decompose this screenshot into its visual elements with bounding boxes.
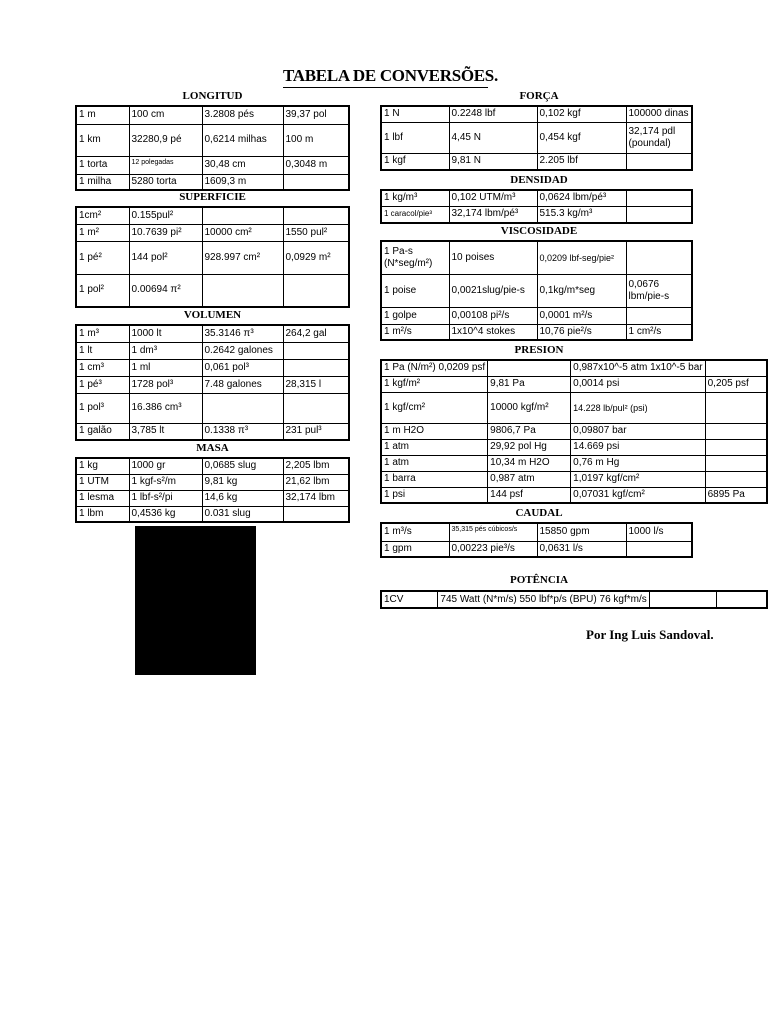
- table-cell: 1000 gr: [129, 458, 202, 474]
- table-row: [76, 376, 349, 393]
- table-cell: 1 kgf/m²: [381, 376, 488, 392]
- table-cell: [488, 360, 571, 376]
- table-cell: 1 lbm: [76, 506, 129, 522]
- table-cell: 144 pol²: [129, 241, 202, 274]
- section-title-forca: FORÇA: [519, 90, 559, 102]
- table-cell: 1 m³/s: [381, 523, 449, 541]
- table-cell: 1550 pul²: [283, 224, 349, 241]
- table-cell: [283, 174, 349, 190]
- table-cell: [283, 506, 349, 522]
- table-cell: 0,6214 milhas: [202, 124, 283, 156]
- table-cell: [705, 439, 767, 455]
- table-row: [381, 324, 692, 340]
- table-cell: 0,0676 lbm/pie-s: [626, 274, 692, 307]
- redacted-image: [135, 526, 256, 675]
- potencia-table: [380, 590, 768, 609]
- table-cell: 9,81 N: [449, 153, 537, 170]
- table-cell: 1 ml: [129, 359, 202, 376]
- table-cell: 1 barra: [381, 471, 488, 487]
- viscosidade-table: [380, 240, 693, 341]
- table-cell: 0,205 psf: [705, 376, 767, 392]
- table-cell: 1 Pa (N/m²) 0,0209 psf: [381, 360, 488, 376]
- table-cell: 1 kgf-s²/m: [129, 474, 202, 490]
- table-cell: 1 m²/s: [381, 324, 449, 340]
- table-cell: 1 kgf/cm²: [381, 392, 488, 423]
- table-cell: 1 kg: [76, 458, 129, 474]
- table-cell: 10,76 pie²/s: [537, 324, 626, 340]
- table-cell: 0.031 slug: [202, 506, 283, 522]
- table-cell: 30,48 cm: [202, 156, 283, 174]
- table-row: [381, 591, 767, 608]
- table-cell: [705, 360, 767, 376]
- table-cell: 0,4536 kg: [129, 506, 202, 522]
- table-cell: 2.205 lbf: [537, 153, 626, 170]
- table-row: [76, 156, 349, 174]
- table-cell: 9,81 kg: [202, 474, 283, 490]
- table-cell: 6895 Pa: [705, 487, 767, 503]
- section-title-presion: PRESION: [514, 344, 564, 356]
- table-cell: 10,34 m H2O: [488, 455, 571, 471]
- table-cell: 1 torta: [76, 156, 129, 174]
- table-row: [381, 307, 692, 324]
- table-cell: 1 lbf-s²/pi: [129, 490, 202, 506]
- table-cell: 1609,3 m: [202, 174, 283, 190]
- table-row: [381, 376, 767, 392]
- table-cell: 0,0624 lbm/pé³: [537, 190, 626, 206]
- table-cell: 1 Pa-s (N*seg/m²): [381, 241, 449, 274]
- table-cell: 515.3 kg/m³: [537, 206, 626, 223]
- table-cell: [649, 591, 716, 608]
- table-cell: 1 atm: [381, 439, 488, 455]
- table-cell: 231 pul³: [283, 423, 349, 440]
- table-cell: 32,174 lbm: [283, 490, 349, 506]
- table-cell: [626, 153, 692, 170]
- table-row: [381, 274, 692, 307]
- table-cell: [202, 207, 283, 224]
- table-cell: 100000 dinas: [626, 106, 692, 122]
- table-cell: 1 milha: [76, 174, 129, 190]
- table-cell: 1 pol²: [76, 274, 129, 307]
- table-row: [76, 458, 349, 474]
- table-cell: 0,102 kgf: [537, 106, 626, 122]
- table-cell: 12 polegadas: [129, 156, 202, 174]
- table-row: [381, 122, 692, 153]
- table-cell: 0.2248 lbf: [449, 106, 537, 122]
- table-cell: [283, 359, 349, 376]
- document-title: TABELA DE CONVERSÕES.: [283, 66, 498, 85]
- table-cell: [283, 207, 349, 224]
- longitud-table: [75, 105, 350, 191]
- table-row: [76, 106, 349, 124]
- table-row: [381, 241, 692, 274]
- table-cell: 100 m: [283, 124, 349, 156]
- table-cell: 0,987 atm: [488, 471, 571, 487]
- densidad-table: [380, 189, 693, 224]
- caudal-table: [380, 522, 693, 558]
- table-cell: 0,454 kgf: [537, 122, 626, 153]
- table-cell: 0,0929 m²: [283, 241, 349, 274]
- table-cell: 264,2 gal: [283, 325, 349, 342]
- table-row: [76, 359, 349, 376]
- table-cell: 1 golpe: [381, 307, 449, 324]
- table-cell: 3.2808 pés: [202, 106, 283, 124]
- table-cell: 21,62 lbm: [283, 474, 349, 490]
- table-cell: 928.997 cm²: [202, 241, 283, 274]
- table-cell: [705, 392, 767, 423]
- table-cell: 0.155pul²: [129, 207, 202, 224]
- table-cell: 1 dm³: [129, 342, 202, 359]
- table-cell: 0,0001 m²/s: [537, 307, 626, 324]
- table-cell: 1 kg/m³: [381, 190, 449, 206]
- table-row: [76, 174, 349, 190]
- table-cell: 1 psi: [381, 487, 488, 503]
- table-row: [76, 474, 349, 490]
- section-title-densidad: DENSIDAD: [510, 174, 568, 186]
- section-title-volumen: VOLUMEN: [183, 309, 242, 321]
- table-cell: [626, 541, 692, 557]
- table-row: [76, 325, 349, 342]
- table-row: [76, 423, 349, 440]
- author-signature: Por Ing Luis Sandoval.: [586, 627, 714, 642]
- table-cell: [626, 307, 692, 324]
- table-cell: 9806,7 Pa: [488, 423, 571, 439]
- table-cell: [705, 455, 767, 471]
- table-cell: 35,315 pés cúbicos/s: [449, 523, 537, 541]
- table-cell: 1 lbf: [381, 122, 449, 153]
- forca-table: [380, 105, 693, 171]
- section-title-caudal: CAUDAL: [515, 507, 563, 519]
- table-row: [381, 455, 767, 471]
- table-cell: 14.228 lb/pul² (psi): [571, 392, 705, 423]
- table-cell: [283, 274, 349, 307]
- table-cell: 10000 kgf/m²: [488, 392, 571, 423]
- table-cell: [626, 190, 692, 206]
- table-cell: [626, 241, 692, 274]
- table-cell: 1 kgf: [381, 153, 449, 170]
- masa-table: [75, 457, 350, 523]
- table-cell: 10 poises: [449, 241, 537, 274]
- table-cell: 2,205 lbm: [283, 458, 349, 474]
- table-cell: [283, 342, 349, 359]
- table-cell: 7.48 galones: [202, 376, 283, 393]
- table-cell: 1 m³: [76, 325, 129, 342]
- table-row: [381, 360, 767, 376]
- table-row: [76, 224, 349, 241]
- section-title-masa: MASA: [196, 442, 229, 454]
- table-cell: 1 N: [381, 106, 449, 122]
- table-cell: 4,45 N: [449, 122, 537, 153]
- section-title-potencia: POTÊNCIA: [509, 574, 569, 586]
- table-cell: 144 psf: [488, 487, 571, 503]
- table-cell: 0,3048 m: [283, 156, 349, 174]
- table-cell: 1 pé³: [76, 376, 129, 393]
- table-cell: 1 pé²: [76, 241, 129, 274]
- table-cell: 1 poise: [381, 274, 449, 307]
- table-row: [381, 439, 767, 455]
- table-cell: 0,061 pol³: [202, 359, 283, 376]
- table-cell: 1 m²: [76, 224, 129, 241]
- table-row: [76, 207, 349, 224]
- table-cell: 1 atm: [381, 455, 488, 471]
- table-cell: 32,174 lbm/pé³: [449, 206, 537, 223]
- table-cell: 1000 lt: [129, 325, 202, 342]
- table-cell: 1 UTM: [76, 474, 129, 490]
- table-cell: 0,987x10^-5 atm 1x10^-5 bar: [571, 360, 705, 376]
- table-cell: 0,07031 kgf/cm²: [571, 487, 705, 503]
- table-cell: 1,0197 kgf/cm²: [571, 471, 705, 487]
- table-cell: 1x10^4 stokes: [449, 324, 537, 340]
- table-cell: 16.386 cm³: [129, 393, 202, 423]
- table-cell: 1 gpm: [381, 541, 449, 557]
- table-row: [381, 153, 692, 170]
- table-cell: 1cm²: [76, 207, 129, 224]
- table-cell: 0,00108 pi²/s: [449, 307, 537, 324]
- table-cell: 0.2642 galones: [202, 342, 283, 359]
- table-cell: 10000 cm²: [202, 224, 283, 241]
- table-cell: 0,09807 bar: [571, 423, 705, 439]
- table-cell: 1 m H2O: [381, 423, 488, 439]
- table-cell: 1 cm³: [76, 359, 129, 376]
- table-cell: 1 lesma: [76, 490, 129, 506]
- table-cell: 1 m: [76, 106, 129, 124]
- table-row: [381, 206, 692, 223]
- table-row: [76, 274, 349, 307]
- table-cell: [705, 423, 767, 439]
- table-cell: 5280 torta: [129, 174, 202, 190]
- table-cell: 28,315 l: [283, 376, 349, 393]
- table-cell: 0,1kg/m*seg: [537, 274, 626, 307]
- presion-table: [380, 359, 768, 504]
- table-cell: 29,92 pol Hg: [488, 439, 571, 455]
- table-row: [381, 487, 767, 503]
- table-cell: 35.3146 π³: [202, 325, 283, 342]
- table-cell: 0,102 UTM/m³: [449, 190, 537, 206]
- table-row: [381, 523, 692, 541]
- table-cell: 0,0021slug/pie-s: [449, 274, 537, 307]
- table-row: [76, 342, 349, 359]
- table-cell: 0,0685 slug: [202, 458, 283, 474]
- table-cell: 1 cm²/s: [626, 324, 692, 340]
- table-cell: 1000 l/s: [626, 523, 692, 541]
- table-cell: 1728 pol³: [129, 376, 202, 393]
- table-cell: 0,0209 lbf-seg/pie²: [537, 241, 626, 274]
- section-title-longitud: LONGITUD: [182, 90, 243, 102]
- table-cell: 0,76 m Hg: [571, 455, 705, 471]
- table-cell: 1 lt: [76, 342, 129, 359]
- title-underline: [283, 87, 488, 88]
- table-row: [381, 541, 692, 557]
- table-cell: 0.00694 π²: [129, 274, 202, 307]
- superficie-table: [75, 206, 350, 308]
- table-cell: 15850 gpm: [537, 523, 626, 541]
- table-cell: [202, 393, 283, 423]
- table-row: [76, 490, 349, 506]
- volumen-table: [75, 324, 350, 441]
- table-row: [76, 506, 349, 522]
- table-cell: 1 km: [76, 124, 129, 156]
- table-cell: 100 cm: [129, 106, 202, 124]
- table-cell: 0,0631 l/s: [537, 541, 626, 557]
- table-cell: 0,00223 pie³/s: [449, 541, 537, 557]
- table-row: [381, 471, 767, 487]
- section-title-viscosidade: VISCOSIDADE: [500, 225, 578, 237]
- table-cell: 1 galão: [76, 423, 129, 440]
- table-cell: 14,6 kg: [202, 490, 283, 506]
- section-title-superficie: SUPERFICIE: [179, 191, 246, 203]
- table-cell: 14.669 psi: [571, 439, 705, 455]
- table-row: [381, 106, 692, 122]
- table-cell: 1CV: [381, 591, 438, 608]
- table-cell: [202, 274, 283, 307]
- table-cell: 0,0014 psi: [571, 376, 705, 392]
- table-row: [76, 241, 349, 274]
- table-cell: [283, 393, 349, 423]
- table-row: [381, 423, 767, 439]
- table-cell: 10.7639 pi²: [129, 224, 202, 241]
- table-cell: [717, 591, 767, 608]
- table-row: [381, 392, 767, 423]
- table-cell: 39,37 pol: [283, 106, 349, 124]
- table-cell: 1 pol³: [76, 393, 129, 423]
- table-cell: 32,174 pdl (poundal): [626, 122, 692, 153]
- table-cell: 3,785 lt: [129, 423, 202, 440]
- table-cell: 1 caracol/pie³: [381, 206, 449, 223]
- table-cell: [705, 471, 767, 487]
- table-cell: 745 Watt (N*m/s) 550 lbf*p/s (BPU) 76 kgf*m/s: [438, 591, 649, 608]
- table-cell: [626, 206, 692, 223]
- table-row: [381, 190, 692, 206]
- table-cell: 32280,9 pé: [129, 124, 202, 156]
- table-row: [76, 124, 349, 156]
- table-cell: 9,81 Pa: [488, 376, 571, 392]
- table-cell: 0.1338 π³: [202, 423, 283, 440]
- table-row: [76, 393, 349, 423]
